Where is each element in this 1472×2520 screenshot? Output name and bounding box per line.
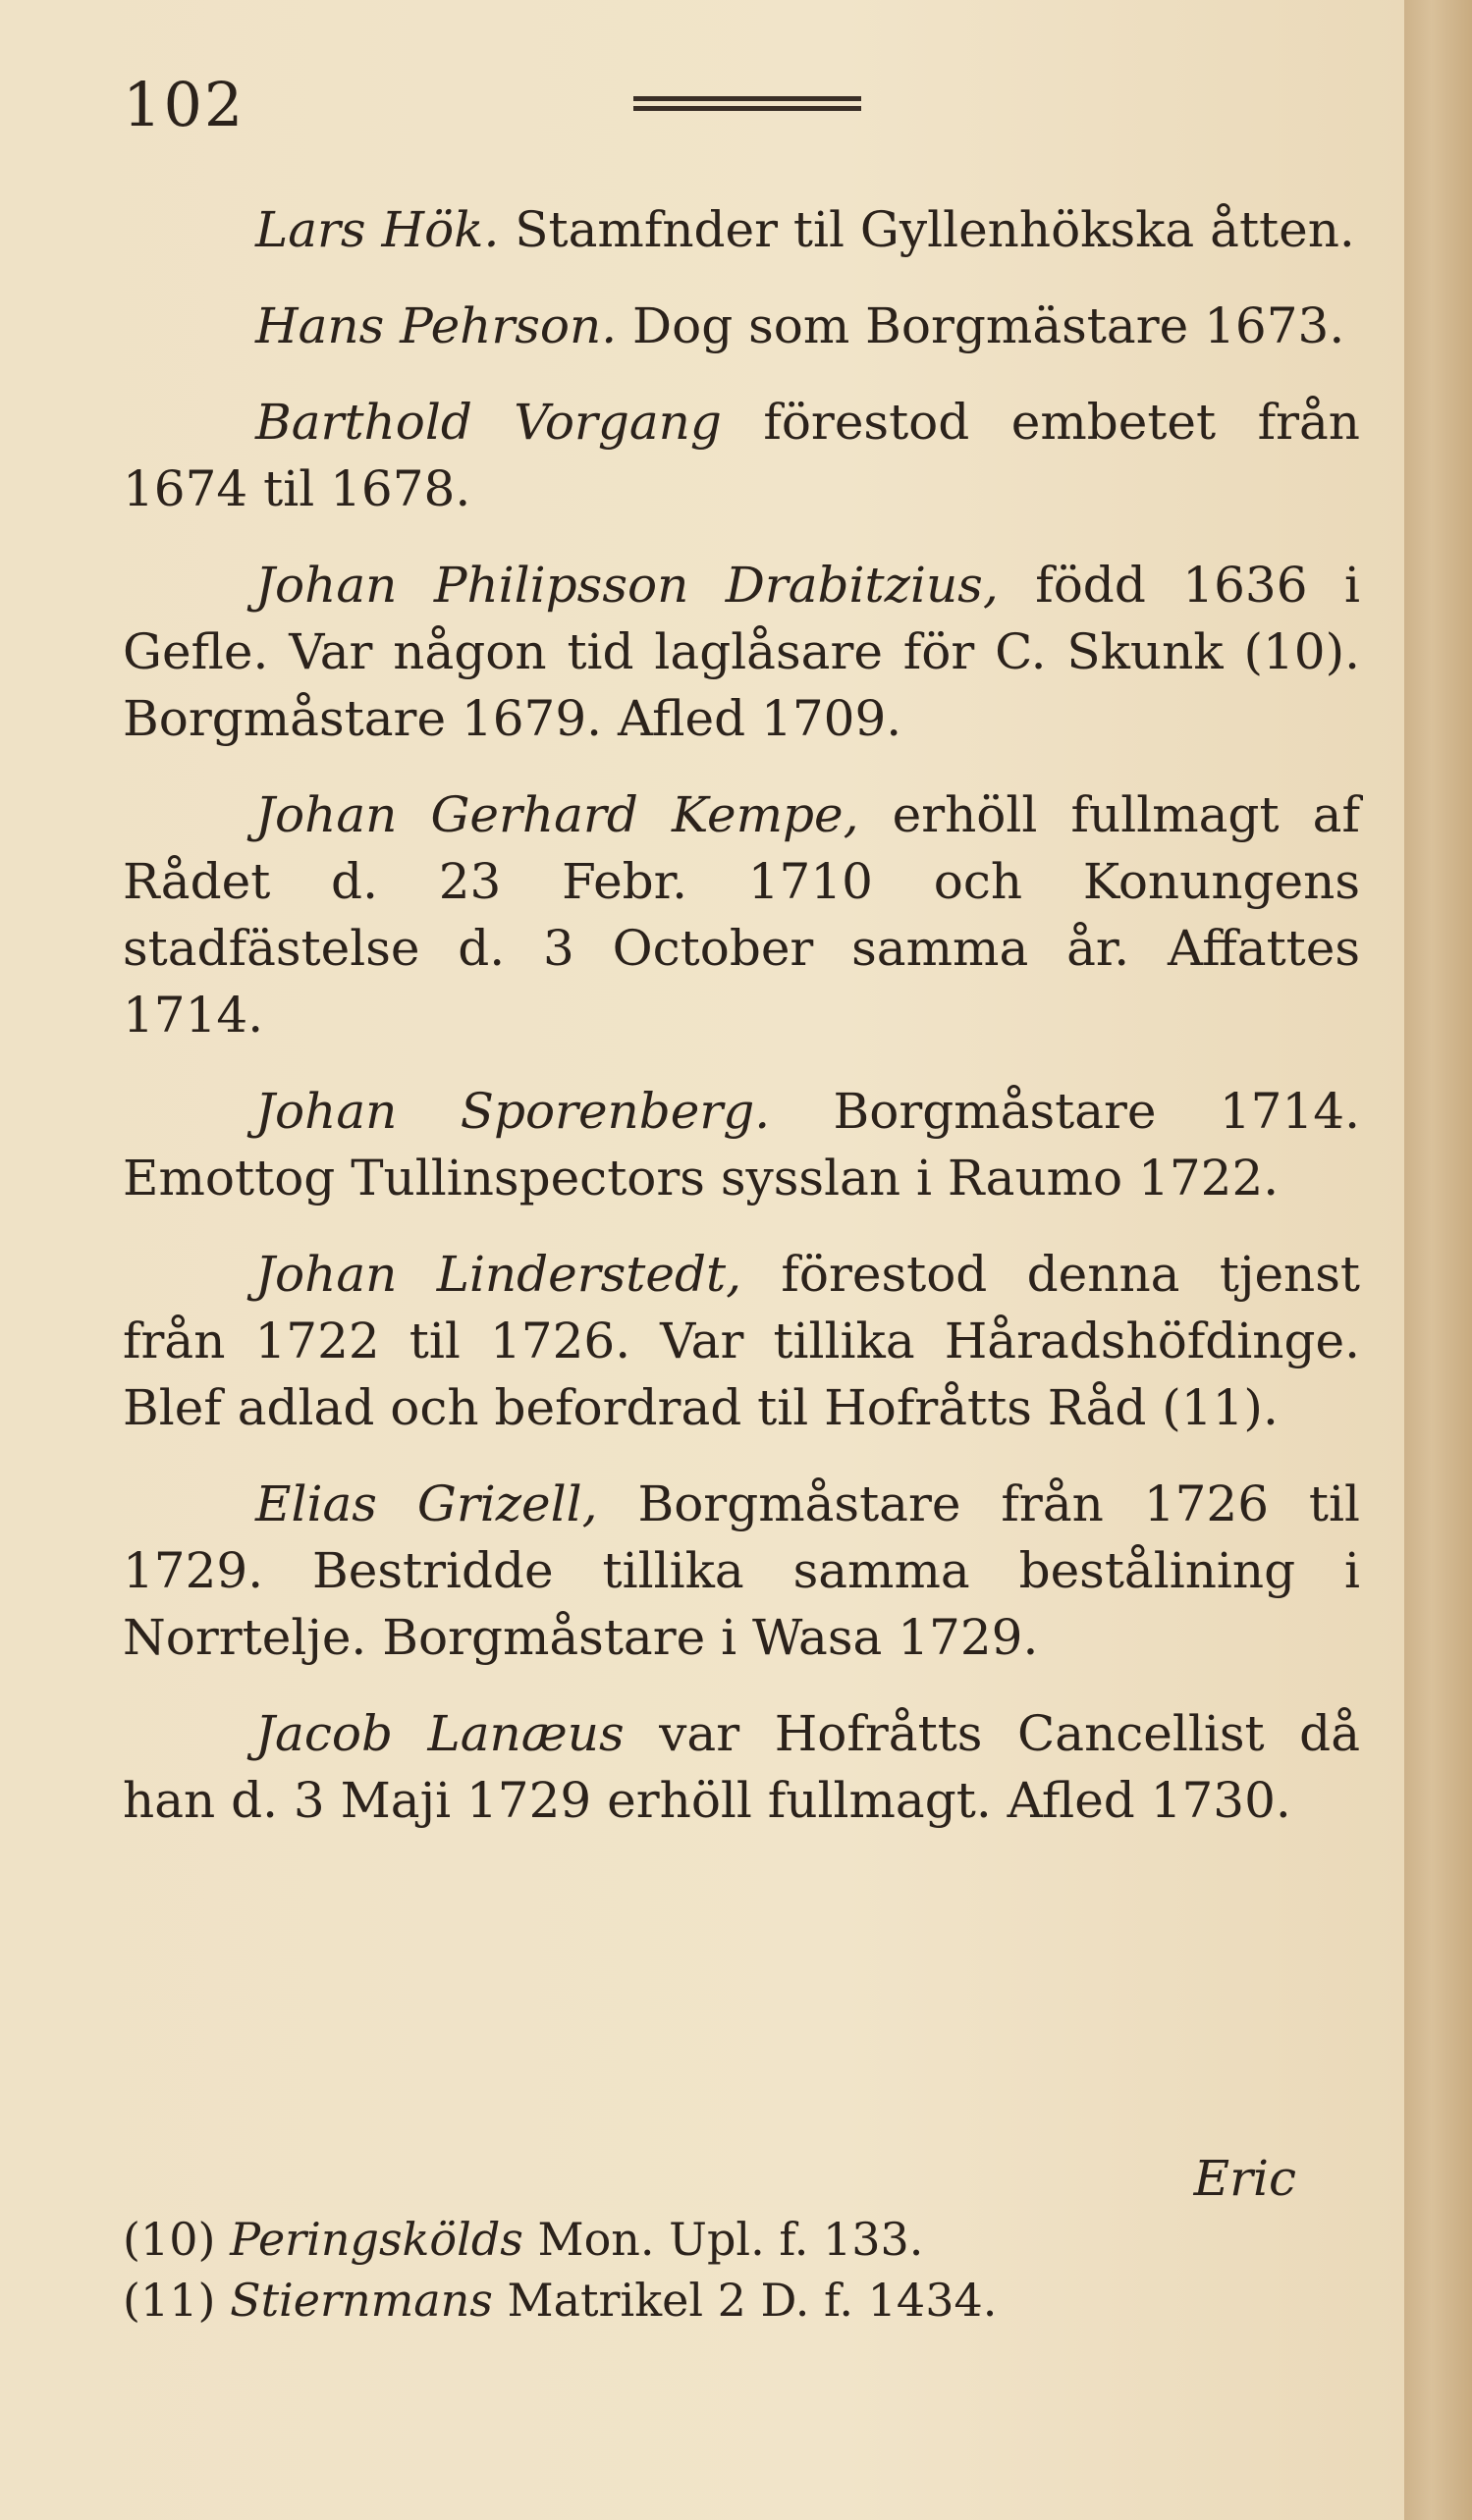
entry [123, 389, 1360, 522]
entry [123, 293, 1360, 359]
footnote-text: Matrikel 2 D. f. 1434. [492, 2274, 998, 2327]
entry [123, 1078, 1360, 1211]
entry [123, 781, 1360, 1048]
entry [123, 552, 1360, 752]
entry-text: Borgmåstare från 1726 til 1729. Bestridde tillika samma bestålining i Norrtelje. Borgmåstare i Wasa 1729. [123, 1475, 1360, 1666]
page-number: 102 [123, 69, 245, 140]
entry [123, 1700, 1360, 1834]
footnote-title: Stiernmans [230, 2274, 493, 2327]
footnote-text: Mon. Upl. f. 133. [522, 2213, 924, 2266]
entry-name: Johan Philipsson Drabitzius, [255, 557, 999, 614]
page-edge [1404, 0, 1472, 2520]
header-rule [633, 96, 861, 122]
entry-name: Jacob Lanæus [255, 1705, 625, 1762]
footnote [123, 2209, 1360, 2270]
entry-text: var Hofråtts Cancellist då han d. 3 Maji 1729 erhöll fullmagt. Afled 1730. [123, 1705, 1360, 1829]
entry-name: Elias Grizell, [255, 1475, 598, 1532]
entry-name: Johan Sporenberg. [255, 1083, 771, 1140]
entry-text: förestod embetet från 1674 til 1678. [123, 394, 1360, 517]
footnotes [123, 2209, 1360, 2331]
entry-text: född 1636 i Gefle. Var någon tid laglåsare för C. Skunk (10). Borgmåstare 1679. Afled 1709. [123, 557, 1360, 747]
entry-name: Barthold Vorgang [255, 394, 722, 451]
entry [123, 1241, 1360, 1441]
entry-name: Johan Gerhard Kempe, [255, 786, 859, 843]
entry-name: Johan Linderstedt, [255, 1246, 741, 1303]
footnote [123, 2270, 1360, 2331]
entry [123, 196, 1360, 263]
entry-text: Dog som Borgmästare 1673. [617, 297, 1345, 354]
footnote-mark: (11) [123, 2274, 216, 2327]
entry-text: erhöll fullmagt af Rådet d. 23 Febr. 1710 och Konungens stadfästelse d. 3 October samma år. Affattes 1714. [123, 786, 1360, 1044]
footnote-title: Peringskölds [230, 2213, 523, 2266]
entry-name: Lars Hök. [255, 201, 500, 258]
page-header [123, 69, 1360, 147]
entry-text: förestod denna tjenst från 1722 til 1726. Var tillika Håradshöfdinge. Blef adlad och befordrad til Hofråtts Råd (11). [123, 1246, 1361, 1436]
entry-text: Borgmåstare 1714. Emottog Tullinspectors sysslan i Raumo 1722. [123, 1083, 1360, 1206]
footnote-mark: (10) [123, 2213, 216, 2266]
page-body [123, 196, 1360, 1863]
entry-name: Hans Pehrson. [255, 297, 618, 354]
entry-text: Stamfnder til Gyllenhökska åtten. [499, 201, 1355, 258]
catchword: Eric [1193, 2150, 1296, 2207]
entry [123, 1471, 1360, 1671]
